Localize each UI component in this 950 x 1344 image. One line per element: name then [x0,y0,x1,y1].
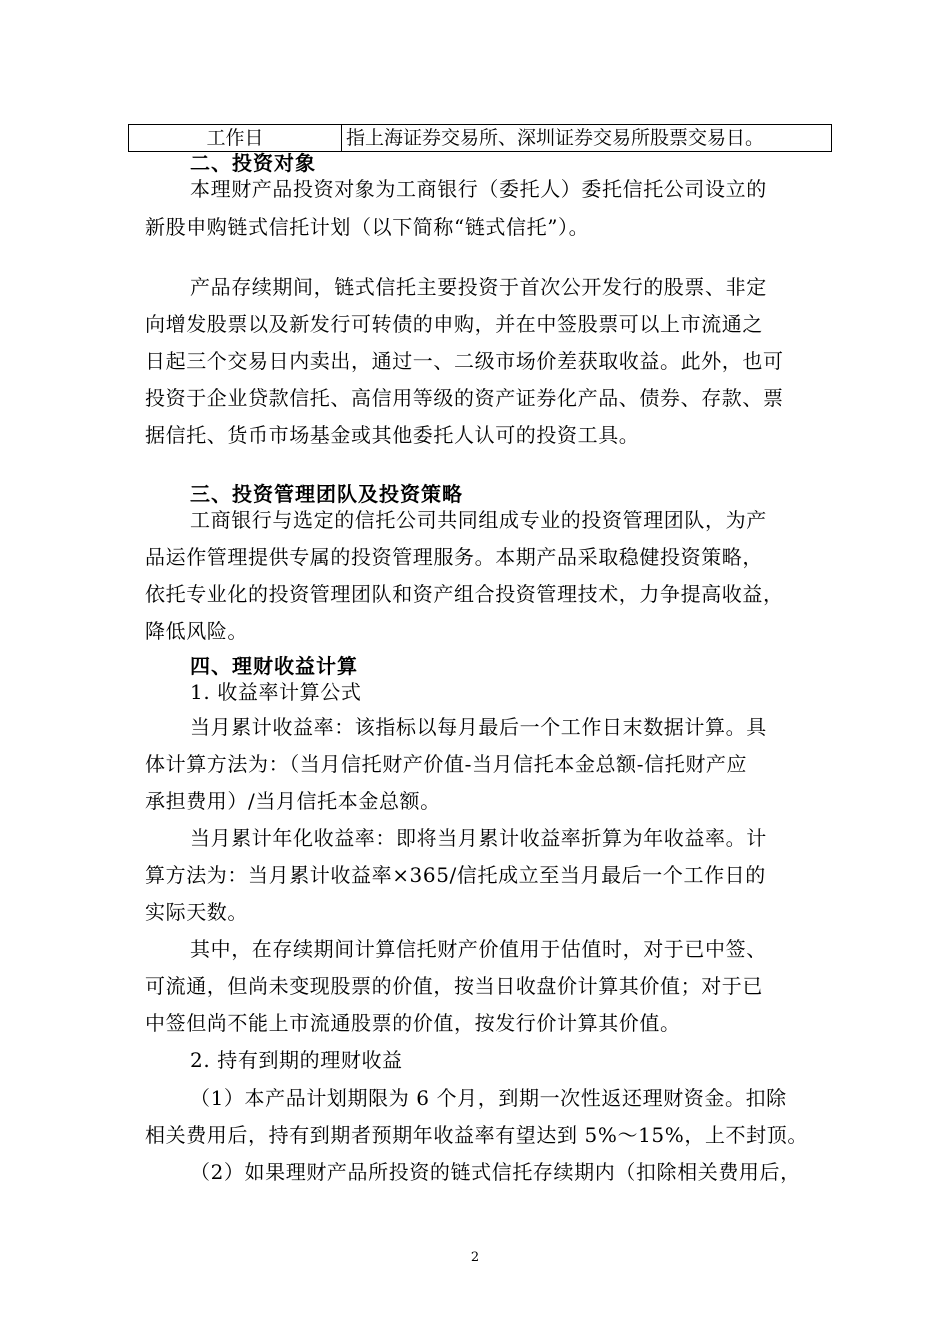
definition-description: 指上海证券交易所、深圳证券交易所股票交易日。 [342,125,832,152]
text-line: 工商银行与选定的信托公司共同组成专业的投资管理团队，为产 [190,508,767,532]
text-line: 相关费用后，持有到期者预期年收益率有望达到 5%～15%，上不封顶。 [145,1123,808,1147]
text-line: 本理财产品投资对象为工商银行（委托人）委托信托公司设立的 [190,177,767,201]
text-line: 算方法为：当月累计收益率×365/信托成立至当月最后一个工作日的 [145,863,766,887]
text-line: 品运作管理提供专属的投资管理服务。本期产品采取稳健投资策略， [145,545,763,569]
text-line: 投资于企业贷款信托、高信用等级的资产证券化产品、债券、存款、票 [145,386,784,410]
text-line: 其中，在存续期间计算信托财产价值用于估值时，对于已中签、 [190,937,767,961]
text-line: 当月累计收益率：该指标以每月最后一个工作日末数据计算。具 [190,715,767,739]
page-number: 2 [470,1250,480,1265]
subsection-heading: 2. 持有到期的理财收益 [190,1048,403,1072]
text-line: 据信托、货币市场基金或其他委托人认可的投资工具。 [145,423,640,447]
text-line: 实际天数。 [145,900,248,924]
text-line: 可流通，但尚未变现股票的价值，按当日收盘价计算其价值；对于已 [145,974,763,998]
text-line: （2）如果理财产品所投资的链式信托存续期内（扣除相关费用后， [190,1160,801,1184]
section-heading: 四、理财收益计算 [190,654,358,678]
subsection-heading: 1. 收益率计算公式 [190,680,362,704]
text-line: 体计算方法为：（当月信托财产价值-当月信托本金总额-信托财产应 [145,752,748,776]
definition-term: 工作日 [129,125,342,152]
text-line: 新股申购链式信托计划（以下简称“链式信托”）。 [145,215,590,239]
text-line: 向增发股票以及新发行可转债的申购，并在中签股票可以上市流通之 [145,312,763,336]
text-line: 承担费用）/当月信托本金总额。 [145,789,441,813]
text-line: 日起三个交易日内卖出，通过一、二级市场价差获取收益。此外，也可 [145,349,784,373]
text-line: （1）本产品计划期限为 6 个月，到期一次性返还理财资金。扣除 [190,1086,787,1110]
text-line: 依托专业化的投资管理团队和资产组合投资管理技术，力争提高收益， [145,582,784,606]
text-line: 当月累计年化收益率：即将当月累计收益率折算为年收益率。计 [190,826,767,850]
text-line: 中签但尚不能上市流通股票的价值，按发行价计算其价值。 [145,1011,681,1035]
section-heading: 二、投资对象 [190,151,316,175]
text-line: 降低风险。 [145,619,248,643]
section-heading: 三、投资管理团队及投资策略 [190,482,463,506]
text-line: 产品存续期间，链式信托主要投资于首次公开发行的股票、非定 [190,275,767,299]
